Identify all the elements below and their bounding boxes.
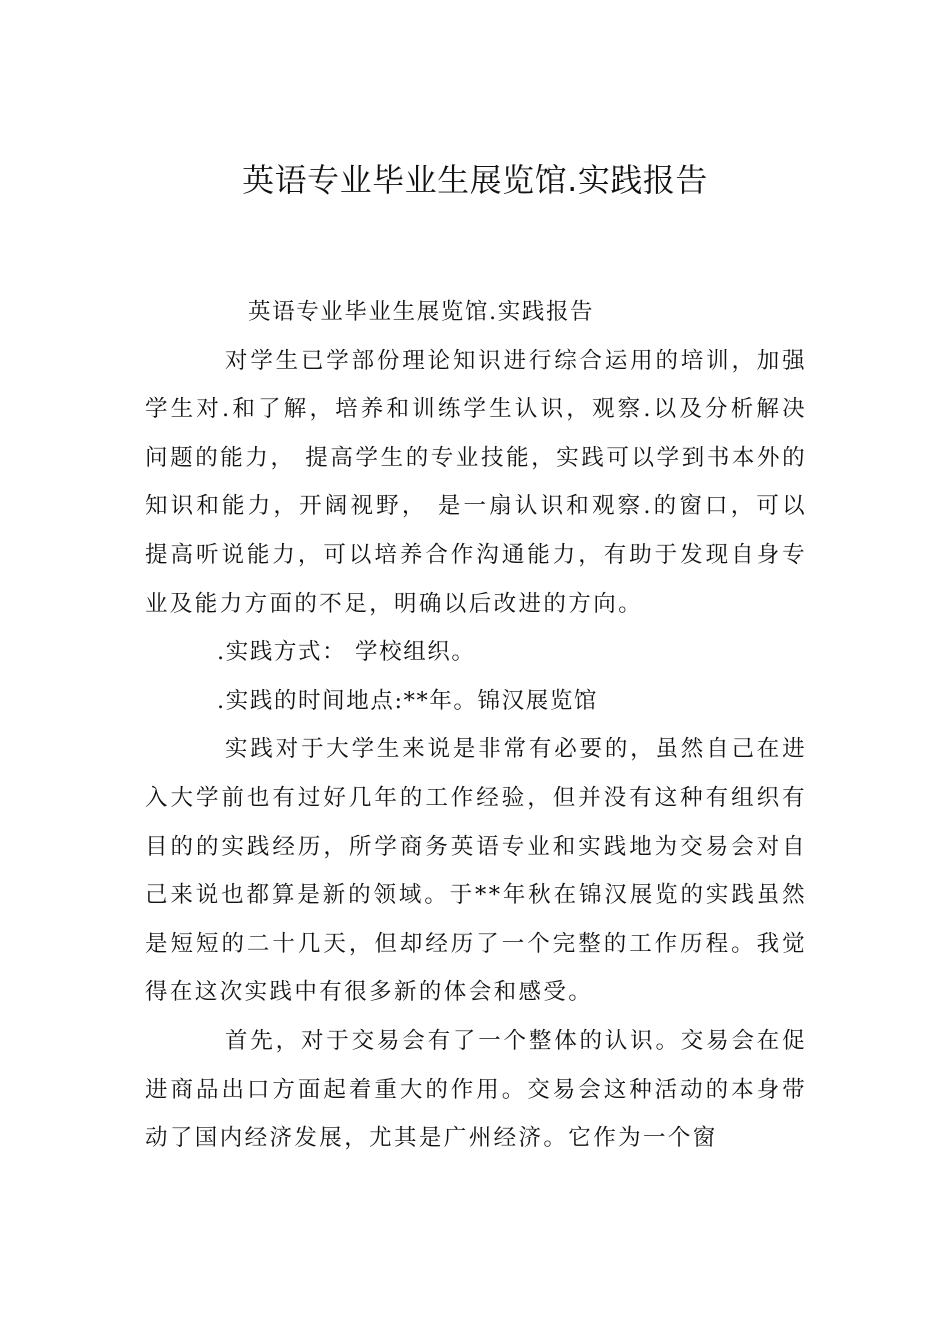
document-title: 英语专业毕业生展览馆.实践报告 (242, 161, 708, 199)
document-body (145, 288, 807, 1163)
body-paragraph-experience: 实践对于大学生来说是非常有必要的，虽然自己在进入大学前也有过好几年的工作经验，但并没有这种有组织有目的的实践经历，所学商务英语专业和实践地为交易会对自己来说也都算是新的领域。于**年秋在锦汉展览的实践虽然是短短的二十几天，但却经历了一个完整的工作历程。我觉得在这次实践中有很多新的体会和感受。 (145, 736, 807, 1006)
body-paragraph-time-place: .实践的时间地点:**年。锦汉展览馆 (217, 687, 599, 714)
body-paragraph-purpose: 对学生已学部份理论知识进行综合运用的培训，加强学生对.和了解，培养和训练学生认识，观察.以及分析解决问题的能力， 提高学生的专业技能，实践可以学到书本外的知识和能力，开阔视野， 是一扇认识和观察.的窗口，可以提高听说能力，可以培养合作沟通能力，有助于发现自身专业及能力方面的不足，明确以后改进的方向。 (145, 347, 807, 617)
body-paragraph-first-point: 首先，对于交易会有了一个整体的认识。交易会在促进商品出口方面起着重大的作用。交易会这种活动的本身带动了国内经济发展，尤其是广州经济。它作为一个窗 (145, 1027, 807, 1152)
body-heading-paragraph: 英语专业毕业生展览馆.实践报告 (248, 299, 595, 325)
body-paragraph-method: .实践方式： 学校组织。 (217, 639, 476, 666)
